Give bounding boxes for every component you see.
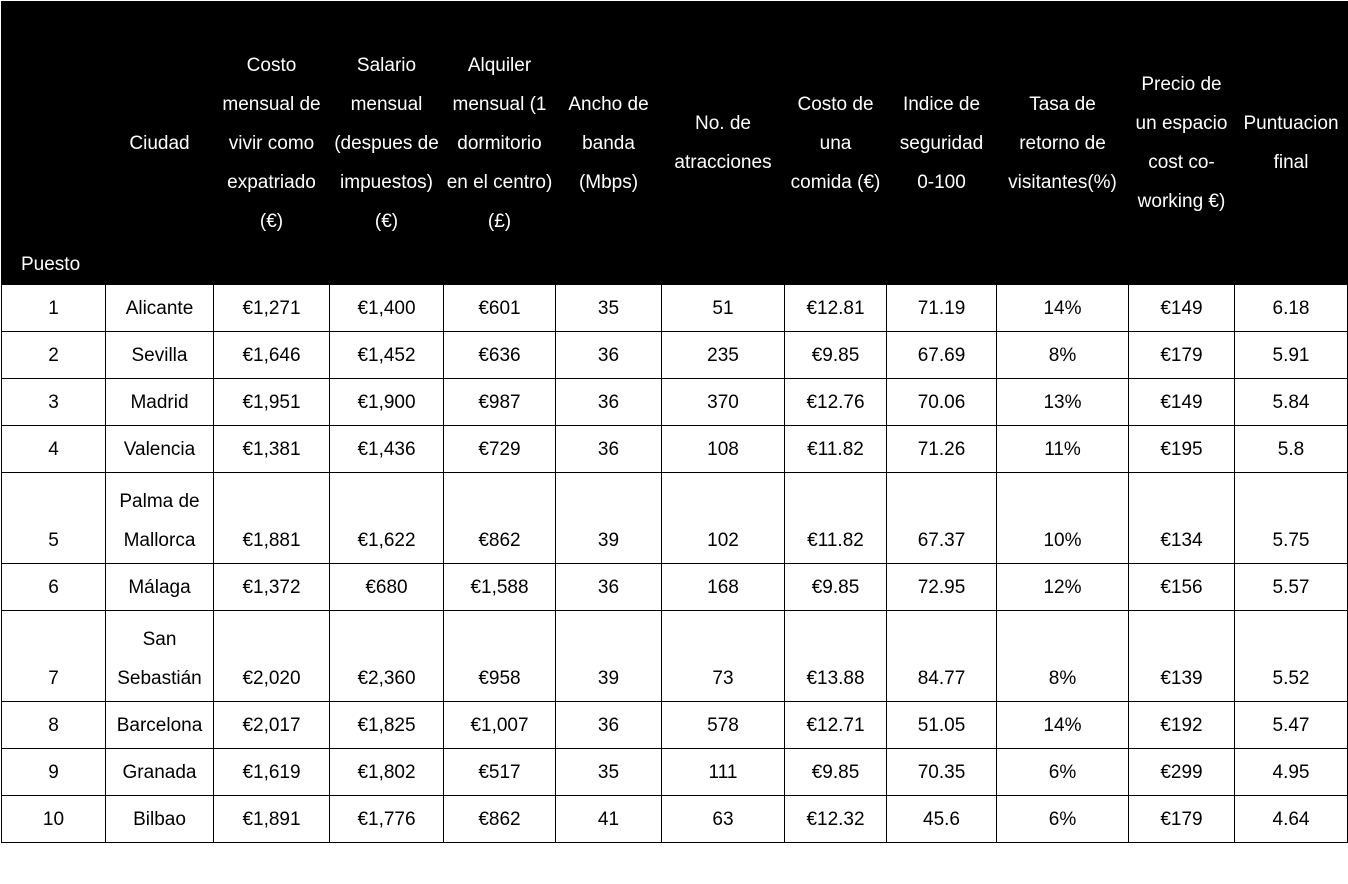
cell-costo-comida: €9.85	[785, 332, 887, 379]
cell-costo-comida: €12.71	[785, 702, 887, 749]
cell-salario-mensual: €680	[330, 564, 444, 611]
cell-costo-comida: €12.81	[785, 285, 887, 332]
cell-atracciones: 73	[662, 611, 785, 702]
cell-ciudad: Alicante	[106, 285, 214, 332]
header-atracciones: No. de atracciones	[662, 2, 785, 285]
cell-puntuacion-final: 5.52	[1235, 611, 1348, 702]
cell-costo-mensual: €1,951	[214, 379, 330, 426]
cell-precio-coworking: €156	[1129, 564, 1235, 611]
cell-indice-seguridad: 67.69	[887, 332, 997, 379]
cell-atracciones: 578	[662, 702, 785, 749]
cell-costo-mensual: €1,271	[214, 285, 330, 332]
cell-alquiler-mensual: €636	[444, 332, 556, 379]
cell-puesto: 2	[2, 332, 106, 379]
cell-costo-comida: €9.85	[785, 564, 887, 611]
cell-puesto: 9	[2, 749, 106, 796]
cell-precio-coworking: €195	[1129, 426, 1235, 473]
cell-precio-coworking: €149	[1129, 379, 1235, 426]
table-row	[2, 611, 1348, 702]
header-ciudad: Ciudad	[106, 2, 214, 285]
cell-precio-coworking: €149	[1129, 285, 1235, 332]
cell-puesto: 5	[2, 473, 106, 564]
cell-ancho-de-banda: 36	[556, 379, 662, 426]
cell-costo-mensual: €1,881	[214, 473, 330, 564]
cell-indice-seguridad: 67.37	[887, 473, 997, 564]
cell-ancho-de-banda: 41	[556, 796, 662, 843]
cell-salario-mensual: €1,436	[330, 426, 444, 473]
cell-tasa-retorno: 8%	[997, 332, 1129, 379]
cell-indice-seguridad: 70.35	[887, 749, 997, 796]
cell-puntuacion-final: 4.95	[1235, 749, 1348, 796]
cell-puesto: 7	[2, 611, 106, 702]
cell-puntuacion-final: 5.57	[1235, 564, 1348, 611]
cell-puesto: 1	[2, 285, 106, 332]
cell-puntuacion-final: 5.47	[1235, 702, 1348, 749]
cell-precio-coworking: €139	[1129, 611, 1235, 702]
cell-indice-seguridad: 70.06	[887, 379, 997, 426]
table-row	[2, 702, 1348, 749]
header-ancho-de-banda: Ancho de banda (Mbps)	[556, 2, 662, 285]
cell-ciudad: Granada	[106, 749, 214, 796]
cell-atracciones: 108	[662, 426, 785, 473]
cell-ancho-de-banda: 36	[556, 332, 662, 379]
table-row	[2, 426, 1348, 473]
table-row	[2, 473, 1348, 564]
cell-salario-mensual: €1,802	[330, 749, 444, 796]
cell-tasa-retorno: 8%	[997, 611, 1129, 702]
cell-indice-seguridad: 72.95	[887, 564, 997, 611]
cell-precio-coworking: €179	[1129, 796, 1235, 843]
cell-salario-mensual: €1,400	[330, 285, 444, 332]
cell-tasa-retorno: 6%	[997, 749, 1129, 796]
cell-puntuacion-final: 4.64	[1235, 796, 1348, 843]
cell-puesto: 3	[2, 379, 106, 426]
cell-atracciones: 168	[662, 564, 785, 611]
header-costo-mensual: Costo mensual de vivir como expatriado (€)	[214, 2, 330, 285]
cell-ciudad: Palma de Mallorca	[106, 473, 214, 564]
cell-puntuacion-final: 5.8	[1235, 426, 1348, 473]
cell-ancho-de-banda: 36	[556, 702, 662, 749]
table-row	[2, 796, 1348, 843]
cell-puntuacion-final: 6.18	[1235, 285, 1348, 332]
cell-tasa-retorno: 14%	[997, 285, 1129, 332]
header-alquiler-mensual: Alquiler mensual (1 dormitorio en el centro) (£)	[444, 2, 556, 285]
cell-costo-mensual: €1,372	[214, 564, 330, 611]
cell-ciudad: Málaga	[106, 564, 214, 611]
cell-precio-coworking: €134	[1129, 473, 1235, 564]
cell-tasa-retorno: 11%	[997, 426, 1129, 473]
cell-alquiler-mensual: €1,588	[444, 564, 556, 611]
cell-salario-mensual: €1,776	[330, 796, 444, 843]
cell-atracciones: 102	[662, 473, 785, 564]
cell-ancho-de-banda: 35	[556, 285, 662, 332]
cell-ancho-de-banda: 39	[556, 473, 662, 564]
cell-costo-mensual: €2,017	[214, 702, 330, 749]
cell-tasa-retorno: 12%	[997, 564, 1129, 611]
header-puntuacion-final: Puntuacion final	[1235, 2, 1348, 285]
cell-puntuacion-final: 5.91	[1235, 332, 1348, 379]
table-body	[2, 285, 1348, 843]
cell-indice-seguridad: 71.19	[887, 285, 997, 332]
cell-indice-seguridad: 45.6	[887, 796, 997, 843]
cell-ciudad: San Sebastián	[106, 611, 214, 702]
cell-puesto: 6	[2, 564, 106, 611]
cell-costo-comida: €11.82	[785, 426, 887, 473]
cell-alquiler-mensual: €517	[444, 749, 556, 796]
cell-costo-mensual: €1,619	[214, 749, 330, 796]
cell-precio-coworking: €192	[1129, 702, 1235, 749]
cell-costo-mensual: €1,381	[214, 426, 330, 473]
cell-ancho-de-banda: 39	[556, 611, 662, 702]
cell-precio-coworking: €299	[1129, 749, 1235, 796]
cell-costo-comida: €11.82	[785, 473, 887, 564]
header-indice-seguridad: Indice de seguridad 0-100	[887, 2, 997, 285]
cell-alquiler-mensual: €862	[444, 473, 556, 564]
cell-atracciones: 370	[662, 379, 785, 426]
cell-ciudad: Bilbao	[106, 796, 214, 843]
cell-indice-seguridad: 51.05	[887, 702, 997, 749]
cell-alquiler-mensual: €958	[444, 611, 556, 702]
cell-costo-comida: €9.85	[785, 749, 887, 796]
cell-ciudad: Sevilla	[106, 332, 214, 379]
cell-tasa-retorno: 14%	[997, 702, 1129, 749]
cell-tasa-retorno: 13%	[997, 379, 1129, 426]
cell-costo-comida: €12.76	[785, 379, 887, 426]
cell-ancho-de-banda: 36	[556, 564, 662, 611]
cell-ciudad: Madrid	[106, 379, 214, 426]
table-row	[2, 564, 1348, 611]
cell-atracciones: 235	[662, 332, 785, 379]
table-row	[2, 749, 1348, 796]
ranking-table	[1, 1, 1348, 843]
cell-atracciones: 51	[662, 285, 785, 332]
cell-puntuacion-final: 5.84	[1235, 379, 1348, 426]
cell-puntuacion-final: 5.75	[1235, 473, 1348, 564]
header-precio-coworking: Precio de un espacio cost co-working €)	[1129, 2, 1235, 285]
header-puesto: Puesto	[2, 2, 106, 285]
cell-tasa-retorno: 10%	[997, 473, 1129, 564]
header-tasa-retorno: Tasa de retorno de visitantes(%)	[997, 2, 1129, 285]
cell-salario-mensual: €1,900	[330, 379, 444, 426]
cell-puesto: 10	[2, 796, 106, 843]
cell-alquiler-mensual: €1,007	[444, 702, 556, 749]
cell-alquiler-mensual: €987	[444, 379, 556, 426]
cell-tasa-retorno: 6%	[997, 796, 1129, 843]
cell-ancho-de-banda: 35	[556, 749, 662, 796]
header-costo-comida: Costo de una comida (€)	[785, 2, 887, 285]
cell-costo-mensual: €1,646	[214, 332, 330, 379]
cell-costo-comida: €13.88	[785, 611, 887, 702]
cell-alquiler-mensual: €862	[444, 796, 556, 843]
cell-alquiler-mensual: €729	[444, 426, 556, 473]
header-salario-mensual: Salario mensual (despues de impuestos) (€)	[330, 2, 444, 285]
cell-ciudad: Valencia	[106, 426, 214, 473]
table-row	[2, 332, 1348, 379]
cell-alquiler-mensual: €601	[444, 285, 556, 332]
cell-salario-mensual: €1,825	[330, 702, 444, 749]
cell-salario-mensual: €1,452	[330, 332, 444, 379]
cell-ancho-de-banda: 36	[556, 426, 662, 473]
table-row	[2, 379, 1348, 426]
table-row	[2, 285, 1348, 332]
cell-costo-comida: €12.32	[785, 796, 887, 843]
cell-ciudad: Barcelona	[106, 702, 214, 749]
cell-puesto: 8	[2, 702, 106, 749]
cell-indice-seguridad: 84.77	[887, 611, 997, 702]
cell-precio-coworking: €179	[1129, 332, 1235, 379]
cell-puesto: 4	[2, 426, 106, 473]
cell-indice-seguridad: 71.26	[887, 426, 997, 473]
cell-salario-mensual: €1,622	[330, 473, 444, 564]
cell-atracciones: 111	[662, 749, 785, 796]
cell-atracciones: 63	[662, 796, 785, 843]
cell-salario-mensual: €2,360	[330, 611, 444, 702]
cell-costo-mensual: €2,020	[214, 611, 330, 702]
cell-costo-mensual: €1,891	[214, 796, 330, 843]
header-row	[2, 2, 1348, 285]
